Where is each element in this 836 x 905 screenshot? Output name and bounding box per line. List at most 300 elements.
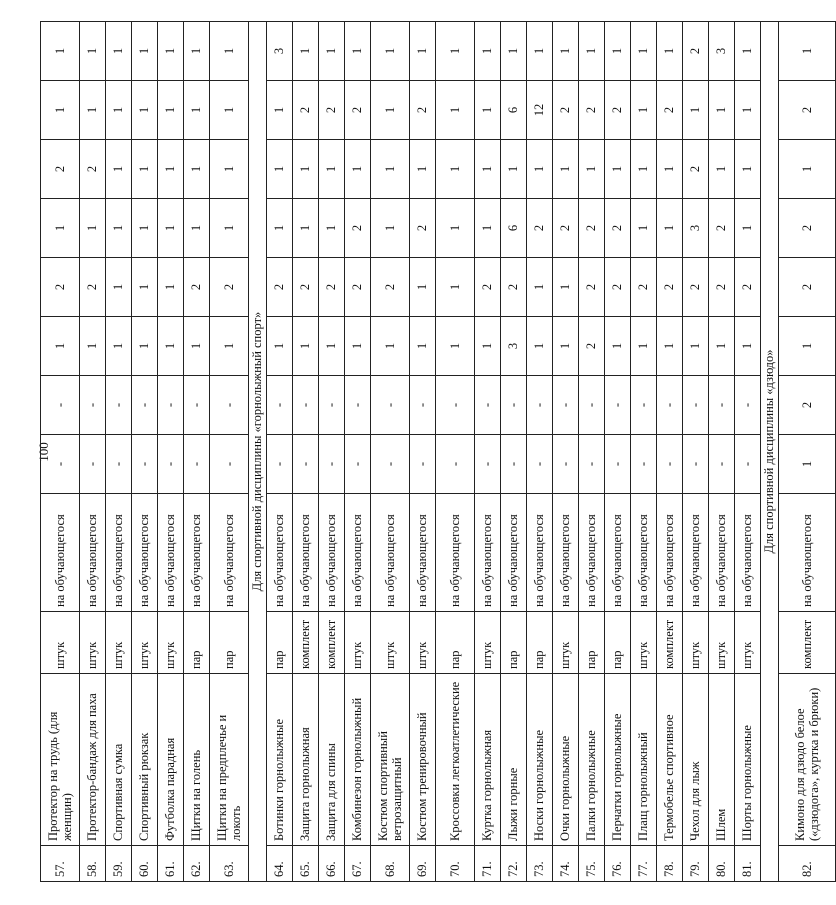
quantity-cell: 2 — [319, 258, 345, 317]
quantity-cell: 2 — [267, 258, 293, 317]
quantity-cell: 1 — [735, 140, 761, 199]
row-number: 77. — [631, 846, 657, 882]
quantity-cell: 2 — [779, 376, 836, 435]
row-number: 72. — [501, 846, 527, 882]
calculation-unit: на обучающегося — [371, 494, 410, 612]
quantity-cell: - — [106, 376, 132, 435]
calculation-unit: на обучающегося — [210, 494, 249, 612]
item-name: Комбинезон горнолыжный — [345, 674, 371, 846]
quantity-cell: - — [501, 435, 527, 494]
page-number: 100 — [36, 442, 51, 462]
quantity-cell: 1 — [631, 199, 657, 258]
quantity-cell: 2 — [293, 81, 319, 140]
calculation-unit: на обучающегося — [436, 494, 475, 612]
quantity-cell: 1 — [683, 317, 709, 376]
row-number: 79. — [683, 846, 709, 882]
row-number: 63. — [210, 846, 249, 882]
unit: штук — [371, 612, 410, 674]
quantity-cell: 1 — [106, 81, 132, 140]
quantity-cell: - — [267, 435, 293, 494]
table-row — [80, 22, 106, 882]
quantity-cell: 2 — [80, 258, 106, 317]
row-number: 69. — [410, 846, 436, 882]
quantity-cell: 2 — [293, 258, 319, 317]
quantity-cell: - — [371, 435, 410, 494]
quantity-cell: 1 — [41, 199, 80, 258]
item-name: Термобелье спортивное — [657, 674, 683, 846]
quantity-cell: - — [319, 376, 345, 435]
quantity-cell: 1 — [345, 140, 371, 199]
quantity-cell: - — [683, 376, 709, 435]
quantity-cell: 1 — [267, 317, 293, 376]
quantity-cell: 2 — [475, 258, 501, 317]
quantity-cell: - — [709, 435, 735, 494]
table-row — [683, 22, 709, 882]
quantity-cell: 1 — [410, 258, 436, 317]
row-number: 60. — [132, 846, 158, 882]
quantity-cell: 1 — [158, 81, 184, 140]
unit: пар — [436, 612, 475, 674]
calculation-unit: на обучающегося — [267, 494, 293, 612]
quantity-cell: 1 — [41, 81, 80, 140]
quantity-cell: 2 — [683, 22, 709, 81]
calculation-unit: на обучающегося — [293, 494, 319, 612]
calculation-unit: на обучающегося — [475, 494, 501, 612]
calculation-unit: на обучающегося — [184, 494, 210, 612]
quantity-cell: 3 — [683, 199, 709, 258]
quantity-cell: 1 — [158, 258, 184, 317]
unit: пар — [501, 612, 527, 674]
calculation-unit: на обучающегося — [319, 494, 345, 612]
quantity-cell: 1 — [106, 317, 132, 376]
quantity-cell: 1 — [410, 140, 436, 199]
quantity-cell: 1 — [735, 81, 761, 140]
calculation-unit: на обучающегося — [631, 494, 657, 612]
quantity-cell: 1 — [657, 199, 683, 258]
item-name: Футболка парадная — [158, 674, 184, 846]
quantity-cell: - — [605, 435, 631, 494]
table-row — [475, 22, 501, 882]
unit: штук — [106, 612, 132, 674]
quantity-cell: 1 — [319, 317, 345, 376]
quantity-cell: 1 — [553, 317, 579, 376]
quantity-cell: 1 — [709, 140, 735, 199]
quantity-cell: 2 — [553, 199, 579, 258]
quantity-cell: 1 — [132, 199, 158, 258]
quantity-cell: - — [605, 376, 631, 435]
row-number: 73. — [527, 846, 553, 882]
quantity-cell: 1 — [657, 140, 683, 199]
calculation-unit: на обучающегося — [657, 494, 683, 612]
calculation-unit: на обучающегося — [41, 494, 80, 612]
calculation-unit: на обучающегося — [158, 494, 184, 612]
quantity-cell: 1 — [631, 140, 657, 199]
quantity-cell: 2 — [80, 140, 106, 199]
table-row — [779, 22, 836, 882]
quantity-cell: - — [293, 435, 319, 494]
unit: штук — [410, 612, 436, 674]
item-name: Плащ горнолыжный — [631, 674, 657, 846]
table-row — [184, 22, 210, 882]
quantity-cell: 2 — [41, 140, 80, 199]
unit: пар — [605, 612, 631, 674]
rotated-table-container — [40, 22, 821, 882]
row-number: 74. — [553, 846, 579, 882]
unit: пар — [527, 612, 553, 674]
quantity-cell: - — [631, 435, 657, 494]
quantity-cell: - — [267, 376, 293, 435]
item-name: Лыжи горные — [501, 674, 527, 846]
quantity-cell: 1 — [106, 22, 132, 81]
quantity-cell: 2 — [579, 258, 605, 317]
quantity-cell: 2 — [553, 81, 579, 140]
quantity-cell: 1 — [631, 81, 657, 140]
item-name: Протектор-бандаж для паха — [80, 674, 106, 846]
quantity-cell: 1 — [210, 317, 249, 376]
quantity-cell: - — [436, 376, 475, 435]
quantity-cell: 1 — [605, 22, 631, 81]
quantity-cell: 1 — [579, 140, 605, 199]
table-row — [735, 22, 761, 882]
quantity-cell: 1 — [293, 140, 319, 199]
table-row — [501, 22, 527, 882]
calculation-unit: на обучающегося — [579, 494, 605, 612]
quantity-cell: 1 — [80, 22, 106, 81]
quantity-cell: - — [184, 376, 210, 435]
quantity-cell: 1 — [132, 22, 158, 81]
quantity-cell: 1 — [319, 199, 345, 258]
quantity-cell: 1 — [779, 140, 836, 199]
table-row — [41, 22, 80, 882]
calculation-unit: на обучающегося — [80, 494, 106, 612]
calculation-unit: на обучающегося — [527, 494, 553, 612]
row-number: 71. — [475, 846, 501, 882]
quantity-cell: 1 — [475, 317, 501, 376]
quantity-cell: 1 — [735, 317, 761, 376]
calculation-unit: на обучающегося — [605, 494, 631, 612]
row-number: 61. — [158, 846, 184, 882]
quantity-cell: 1 — [436, 317, 475, 376]
quantity-cell: 1 — [267, 199, 293, 258]
quantity-cell: 2 — [579, 81, 605, 140]
quantity-cell: 2 — [41, 258, 80, 317]
quantity-cell: 1 — [631, 317, 657, 376]
quantity-cell: 1 — [184, 199, 210, 258]
quantity-cell: 2 — [501, 258, 527, 317]
quantity-cell: 2 — [779, 199, 836, 258]
quantity-cell: 1 — [184, 81, 210, 140]
quantity-cell: 1 — [132, 81, 158, 140]
quantity-cell: 1 — [735, 199, 761, 258]
row-number: 75. — [579, 846, 605, 882]
unit: комплект — [319, 612, 345, 674]
quantity-cell: 1 — [80, 81, 106, 140]
table-row — [553, 22, 579, 882]
quantity-cell: 1 — [184, 317, 210, 376]
quantity-cell: 1 — [683, 81, 709, 140]
quantity-cell: 1 — [41, 317, 80, 376]
quantity-cell: 1 — [657, 317, 683, 376]
quantity-cell: 1 — [132, 140, 158, 199]
unit: штук — [345, 612, 371, 674]
quantity-cell: 3 — [267, 22, 293, 81]
calculation-unit: на обучающегося — [735, 494, 761, 612]
quantity-cell: 1 — [410, 22, 436, 81]
unit: штук — [735, 612, 761, 674]
quantity-cell: - — [553, 435, 579, 494]
quantity-cell: 1 — [210, 81, 249, 140]
quantity-cell: 2 — [579, 199, 605, 258]
quantity-cell: 1 — [371, 317, 410, 376]
row-number: 66. — [319, 846, 345, 882]
quantity-cell: 2 — [683, 140, 709, 199]
quantity-cell: 2 — [709, 258, 735, 317]
unit: штук — [709, 612, 735, 674]
table-row — [436, 22, 475, 882]
row-number: 59. — [106, 846, 132, 882]
item-name: Кроссовки легкоатлетические — [436, 674, 475, 846]
quantity-cell: 2 — [735, 258, 761, 317]
quantity-cell: 1 — [80, 317, 106, 376]
quantity-cell: 2 — [210, 258, 249, 317]
quantity-cell: - — [210, 376, 249, 435]
quantity-cell: 2 — [184, 258, 210, 317]
quantity-cell: - — [132, 435, 158, 494]
quantity-cell: 1 — [106, 258, 132, 317]
row-number: 80. — [709, 846, 735, 882]
quantity-cell: 1 — [475, 140, 501, 199]
quantity-cell: 2 — [345, 258, 371, 317]
table-row — [605, 22, 631, 882]
quantity-cell: 1 — [80, 199, 106, 258]
quantity-cell: - — [735, 435, 761, 494]
row-number: 76. — [605, 846, 631, 882]
quantity-cell: 1 — [475, 81, 501, 140]
quantity-cell: 1 — [436, 258, 475, 317]
quantity-cell: - — [436, 435, 475, 494]
item-name: Носки горнолыжные — [527, 674, 553, 846]
table-row — [345, 22, 371, 882]
quantity-cell: 2 — [527, 199, 553, 258]
quantity-cell: 1 — [709, 317, 735, 376]
quantity-cell: 1 — [436, 22, 475, 81]
table-row — [158, 22, 184, 882]
item-name: Защита горнолыжная — [293, 674, 319, 846]
table-row — [579, 22, 605, 882]
section-title: Для спортивной дисциплины «дзюдо» — [761, 22, 779, 882]
quantity-cell: 1 — [158, 22, 184, 81]
calculation-unit: на обучающегося — [553, 494, 579, 612]
quantity-cell: 1 — [371, 81, 410, 140]
item-name: Спортивный рюкзак — [132, 674, 158, 846]
item-name: Костюм спортивный ветрозащитный — [371, 674, 410, 846]
quantity-cell: - — [80, 435, 106, 494]
quantity-cell: - — [319, 435, 345, 494]
quantity-cell: 1 — [605, 140, 631, 199]
unit: пар — [579, 612, 605, 674]
quantity-cell: 1 — [210, 22, 249, 81]
quantity-cell: - — [345, 435, 371, 494]
section-header-row — [761, 22, 779, 882]
row-number: 81. — [735, 846, 761, 882]
equipment-table — [40, 21, 836, 882]
quantity-cell: 1 — [779, 435, 836, 494]
quantity-cell: - — [735, 376, 761, 435]
item-name: Щитки на предплечье и локоть — [210, 674, 249, 846]
table-row — [106, 22, 132, 882]
row-number: 65. — [293, 846, 319, 882]
quantity-cell: 2 — [605, 199, 631, 258]
quantity-cell: 2 — [657, 258, 683, 317]
table-body — [41, 22, 836, 882]
quantity-cell: 1 — [475, 22, 501, 81]
quantity-cell: 1 — [371, 199, 410, 258]
quantity-cell: 1 — [158, 317, 184, 376]
quantity-cell: 2 — [683, 258, 709, 317]
quantity-cell: 1 — [293, 22, 319, 81]
item-name: Шорты горнолыжные — [735, 674, 761, 846]
calculation-unit: на обучающегося — [132, 494, 158, 612]
item-name: Ботинки горнолыжные — [267, 674, 293, 846]
quantity-cell: - — [80, 376, 106, 435]
quantity-cell: 1 — [436, 140, 475, 199]
quantity-cell: - — [41, 435, 80, 494]
quantity-cell: - — [475, 435, 501, 494]
item-name: Костюм тренировочный — [410, 674, 436, 846]
calculation-unit: на обучающегося — [501, 494, 527, 612]
unit: штук — [41, 612, 80, 674]
quantity-cell: 1 — [605, 317, 631, 376]
calculation-unit: на обучающегося — [410, 494, 436, 612]
quantity-cell: - — [371, 376, 410, 435]
row-number: 70. — [436, 846, 475, 882]
quantity-cell: - — [657, 376, 683, 435]
item-name: Очки горнолыжные — [553, 674, 579, 846]
quantity-cell: 1 — [106, 140, 132, 199]
table-row — [410, 22, 436, 882]
section-header-row — [249, 22, 267, 882]
quantity-cell: 3 — [501, 317, 527, 376]
unit: комплект — [293, 612, 319, 674]
unit: комплект — [657, 612, 683, 674]
item-name: Чехол для лыж — [683, 674, 709, 846]
unit: штук — [158, 612, 184, 674]
quantity-cell: 1 — [106, 199, 132, 258]
quantity-cell: 1 — [132, 258, 158, 317]
quantity-cell: - — [41, 376, 80, 435]
quantity-cell: 1 — [293, 317, 319, 376]
quantity-cell: 1 — [210, 140, 249, 199]
quantity-cell: 3 — [709, 22, 735, 81]
quantity-cell: 12 — [527, 81, 553, 140]
table-row — [709, 22, 735, 882]
calculation-unit: на обучающегося — [345, 494, 371, 612]
quantity-cell: 1 — [501, 140, 527, 199]
quantity-cell: 1 — [735, 22, 761, 81]
row-number: 57. — [41, 846, 80, 882]
table-row — [210, 22, 249, 882]
quantity-cell: 1 — [158, 140, 184, 199]
quantity-cell: 1 — [527, 140, 553, 199]
quantity-cell: 1 — [553, 22, 579, 81]
quantity-cell: 6 — [501, 199, 527, 258]
quantity-cell: 1 — [779, 22, 836, 81]
quantity-cell: 2 — [631, 258, 657, 317]
quantity-cell: - — [501, 376, 527, 435]
item-name: Перчатки горнолыжные — [605, 674, 631, 846]
row-number: 68. — [371, 846, 410, 882]
quantity-cell: - — [158, 376, 184, 435]
unit: штук — [80, 612, 106, 674]
item-name: Спортивная сумка — [106, 674, 132, 846]
quantity-cell: - — [410, 376, 436, 435]
quantity-cell: 2 — [657, 81, 683, 140]
quantity-cell: - — [579, 376, 605, 435]
quantity-cell: 1 — [41, 22, 80, 81]
quantity-cell: - — [631, 376, 657, 435]
unit: штук — [683, 612, 709, 674]
calculation-unit: на обучающегося — [779, 494, 836, 612]
quantity-cell: 2 — [345, 81, 371, 140]
row-number: 64. — [267, 846, 293, 882]
quantity-cell: 1 — [319, 22, 345, 81]
unit: комплект — [779, 612, 836, 674]
quantity-cell: - — [184, 435, 210, 494]
table-row — [132, 22, 158, 882]
unit: пар — [267, 612, 293, 674]
calculation-unit: на обучающегося — [709, 494, 735, 612]
quantity-cell: 2 — [605, 81, 631, 140]
quantity-cell: 1 — [319, 140, 345, 199]
calculation-unit: на обучающегося — [683, 494, 709, 612]
quantity-cell: - — [106, 435, 132, 494]
quantity-cell: 1 — [293, 199, 319, 258]
item-name: Палки горнолыжные — [579, 674, 605, 846]
quantity-cell: 2 — [371, 258, 410, 317]
item-name: Куртка горнолыжная — [475, 674, 501, 846]
unit: штук — [475, 612, 501, 674]
quantity-cell: 1 — [132, 317, 158, 376]
quantity-cell: 1 — [345, 317, 371, 376]
quantity-cell: 1 — [631, 22, 657, 81]
quantity-cell: - — [158, 435, 184, 494]
quantity-cell: - — [293, 376, 319, 435]
quantity-cell: - — [579, 435, 605, 494]
quantity-cell: 1 — [527, 258, 553, 317]
quantity-cell: 1 — [579, 22, 605, 81]
quantity-cell: 2 — [779, 258, 836, 317]
quantity-cell: 1 — [184, 22, 210, 81]
quantity-cell: 2 — [410, 199, 436, 258]
table-row — [293, 22, 319, 882]
row-number: 62. — [184, 846, 210, 882]
quantity-cell: 1 — [436, 81, 475, 140]
quantity-cell: 2 — [709, 199, 735, 258]
section-title: Для спортивной дисциплины «горнолыжный спорт» — [249, 22, 267, 882]
row-number: 78. — [657, 846, 683, 882]
quantity-cell: 2 — [410, 81, 436, 140]
quantity-cell: 6 — [501, 81, 527, 140]
quantity-cell: 1 — [501, 22, 527, 81]
item-name: Защита для спины — [319, 674, 345, 846]
quantity-cell: - — [132, 376, 158, 435]
quantity-cell: 1 — [371, 140, 410, 199]
table-row — [631, 22, 657, 882]
quantity-cell: - — [553, 376, 579, 435]
item-name: Щитки на голень — [184, 674, 210, 846]
quantity-cell: 1 — [475, 199, 501, 258]
quantity-cell: 2 — [605, 258, 631, 317]
